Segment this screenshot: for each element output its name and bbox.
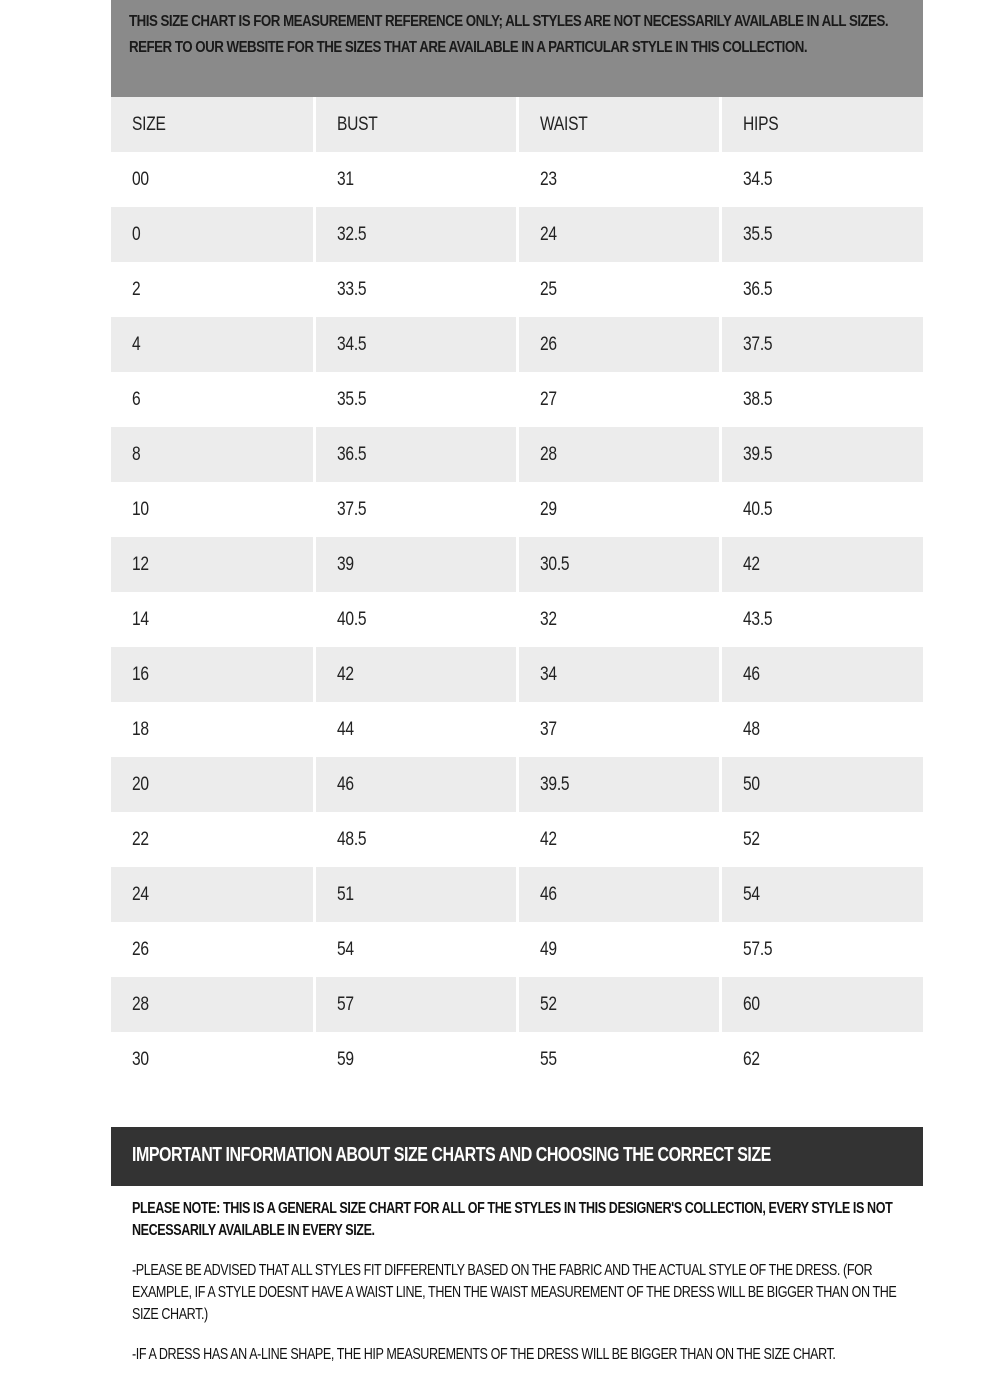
cell-waist: 39.5 — [517, 757, 720, 812]
table-row — [111, 152, 923, 207]
table-row — [111, 317, 923, 372]
cell-size: 24 — [111, 867, 314, 922]
cell-hips: 35.5 — [742, 223, 772, 245]
cell-bust: 34.5 — [314, 317, 517, 372]
cell-waist: 49 — [517, 922, 720, 977]
cell-hips: 48 — [742, 718, 760, 740]
cell-waist: 29 — [517, 482, 720, 537]
cell-bust: 33.5 — [314, 262, 517, 317]
cell-hips: 62 — [742, 1048, 760, 1070]
table-row — [111, 977, 923, 1032]
cell-waist: 24 — [517, 207, 720, 262]
cell-size: 20 — [111, 757, 314, 812]
cell-waist: 23 — [517, 152, 720, 207]
cell-waist: 26 — [517, 317, 720, 372]
cell-hips: 50 — [742, 773, 760, 795]
cell-size: 22 — [111, 812, 314, 867]
cell-hips: 39.5 — [742, 443, 772, 465]
cell-waist: 37 — [517, 702, 720, 757]
table-row — [111, 812, 923, 867]
cell-size: 0 — [111, 207, 314, 262]
cell-size: 10 — [111, 482, 314, 537]
table-row — [111, 592, 923, 647]
cell-waist: 52 — [517, 977, 720, 1032]
cell-size: 00 — [111, 152, 314, 207]
cell-bust: 59 — [314, 1032, 517, 1087]
column-header-size: SIZE — [111, 97, 314, 152]
cell-bust: 44 — [314, 702, 517, 757]
table-row — [111, 262, 923, 317]
cell-bust: 48.5 — [314, 812, 517, 867]
cell-bust: 35.5 — [314, 372, 517, 427]
cell-size: 30 — [111, 1032, 314, 1087]
table-row — [111, 702, 923, 757]
size-table-header-row — [111, 97, 923, 152]
cell-waist: 25 — [517, 262, 720, 317]
cell-hips: 52 — [742, 828, 760, 850]
cell-bust: 51 — [314, 867, 517, 922]
cell-bust: 42 — [314, 647, 517, 702]
cell-hips: 43.5 — [742, 608, 772, 630]
table-row — [111, 482, 923, 537]
table-row — [111, 647, 923, 702]
cell-bust: 39 — [314, 537, 517, 592]
cell-size: 6 — [111, 372, 314, 427]
cell-size: 14 — [111, 592, 314, 647]
cell-hips: 57.5 — [742, 938, 772, 960]
cell-hips: 37.5 — [742, 333, 772, 355]
cell-bust: 54 — [314, 922, 517, 977]
size-chart-table — [111, 97, 923, 1087]
cell-bust: 40.5 — [314, 592, 517, 647]
size-table-body — [111, 152, 923, 1087]
column-header-bust: BUST — [314, 97, 517, 152]
size-chart-notice-text: THIS SIZE CHART IS FOR MEASUREMENT REFERENCE ONLY; ALL STYLES ARE NOT NECESSARILY AVAILABLE IN ALL SIZES. REFER TO OUR WEBSITE FOR THE SIZES THAT ARE AVAILABLE IN A PARTICULAR STYLE IN THIS COLLECTION. — [111, 0, 923, 97]
column-header-waist: WAIST — [517, 97, 720, 152]
info-paragraph-fit: -PLEASE BE ADVISED THAT ALL STYLES FIT DIFFERENTLY BASED ON THE FABRIC AND THE ACTUAL STYLE OF THE DRESS. (FOR EXAMPLE, IF A STYLE DOESNT HAVE A WAIST LINE, THEN THE WAIST MEASUREMENT OF THE DRESS WILL BE BIGGER THAN ON THE SIZE CHART.) — [132, 1262, 897, 1323]
cell-waist: 28 — [517, 427, 720, 482]
table-row — [111, 207, 923, 262]
cell-bust: 46 — [314, 757, 517, 812]
cell-waist: 55 — [517, 1032, 720, 1087]
table-row — [111, 372, 923, 427]
cell-hips: 38.5 — [742, 388, 772, 410]
size-chart-notice-banner — [111, 0, 923, 97]
table-row — [111, 427, 923, 482]
table-row — [111, 1032, 923, 1087]
cell-hips: 60 — [742, 993, 760, 1015]
cell-hips: 54 — [742, 883, 760, 905]
cell-hips: 36.5 — [742, 278, 772, 300]
cell-bust: 36.5 — [314, 427, 517, 482]
cell-bust: 37.5 — [314, 482, 517, 537]
cell-waist: 34 — [517, 647, 720, 702]
info-section-title: IMPORTANT INFORMATION ABOUT SIZE CHARTS AND CHOOSING THE CORRECT SIZE — [132, 1144, 771, 1166]
cell-waist: 42 — [517, 812, 720, 867]
info-section-body — [111, 1186, 923, 1366]
info-section-header — [111, 1127, 923, 1186]
cell-waist: 32 — [517, 592, 720, 647]
cell-waist: 30.5 — [517, 537, 720, 592]
cell-bust: 57 — [314, 977, 517, 1032]
cell-waist: 46 — [517, 867, 720, 922]
cell-hips: 46 — [742, 663, 760, 685]
table-row — [111, 537, 923, 592]
cell-size: 2 — [111, 262, 314, 317]
cell-size: 12 — [111, 537, 314, 592]
cell-bust: 31 — [314, 152, 517, 207]
table-row — [111, 867, 923, 922]
cell-size: 4 — [111, 317, 314, 372]
cell-waist: 27 — [517, 372, 720, 427]
cell-hips: 34.5 — [742, 168, 772, 190]
cell-size: 28 — [111, 977, 314, 1032]
table-row — [111, 757, 923, 812]
table-row — [111, 922, 923, 977]
cell-bust: 32.5 — [314, 207, 517, 262]
info-paragraph-a-line: -IF A DRESS HAS AN A-LINE SHAPE, THE HIP MEASUREMENTS OF THE DRESS WILL BE BIGGER THAN ON THE SIZE CHART. — [132, 1346, 836, 1363]
column-header-hips: HIPS — [742, 113, 778, 135]
cell-hips: 42 — [742, 553, 760, 575]
info-paragraph-note: PLEASE NOTE: THIS IS A GENERAL SIZE CHART FOR ALL OF THE STYLES IN THIS DESIGNER'S COLLECTION, EVERY STYLE IS NOT NECESSARILY AVAILABLE IN EVERY SIZE. — [132, 1200, 893, 1239]
size-chart-page — [111, 0, 923, 1384]
cell-size: 16 — [111, 647, 314, 702]
cell-hips: 40.5 — [742, 498, 772, 520]
cell-size: 26 — [111, 922, 314, 977]
cell-size: 18 — [111, 702, 314, 757]
cell-size: 8 — [111, 427, 314, 482]
